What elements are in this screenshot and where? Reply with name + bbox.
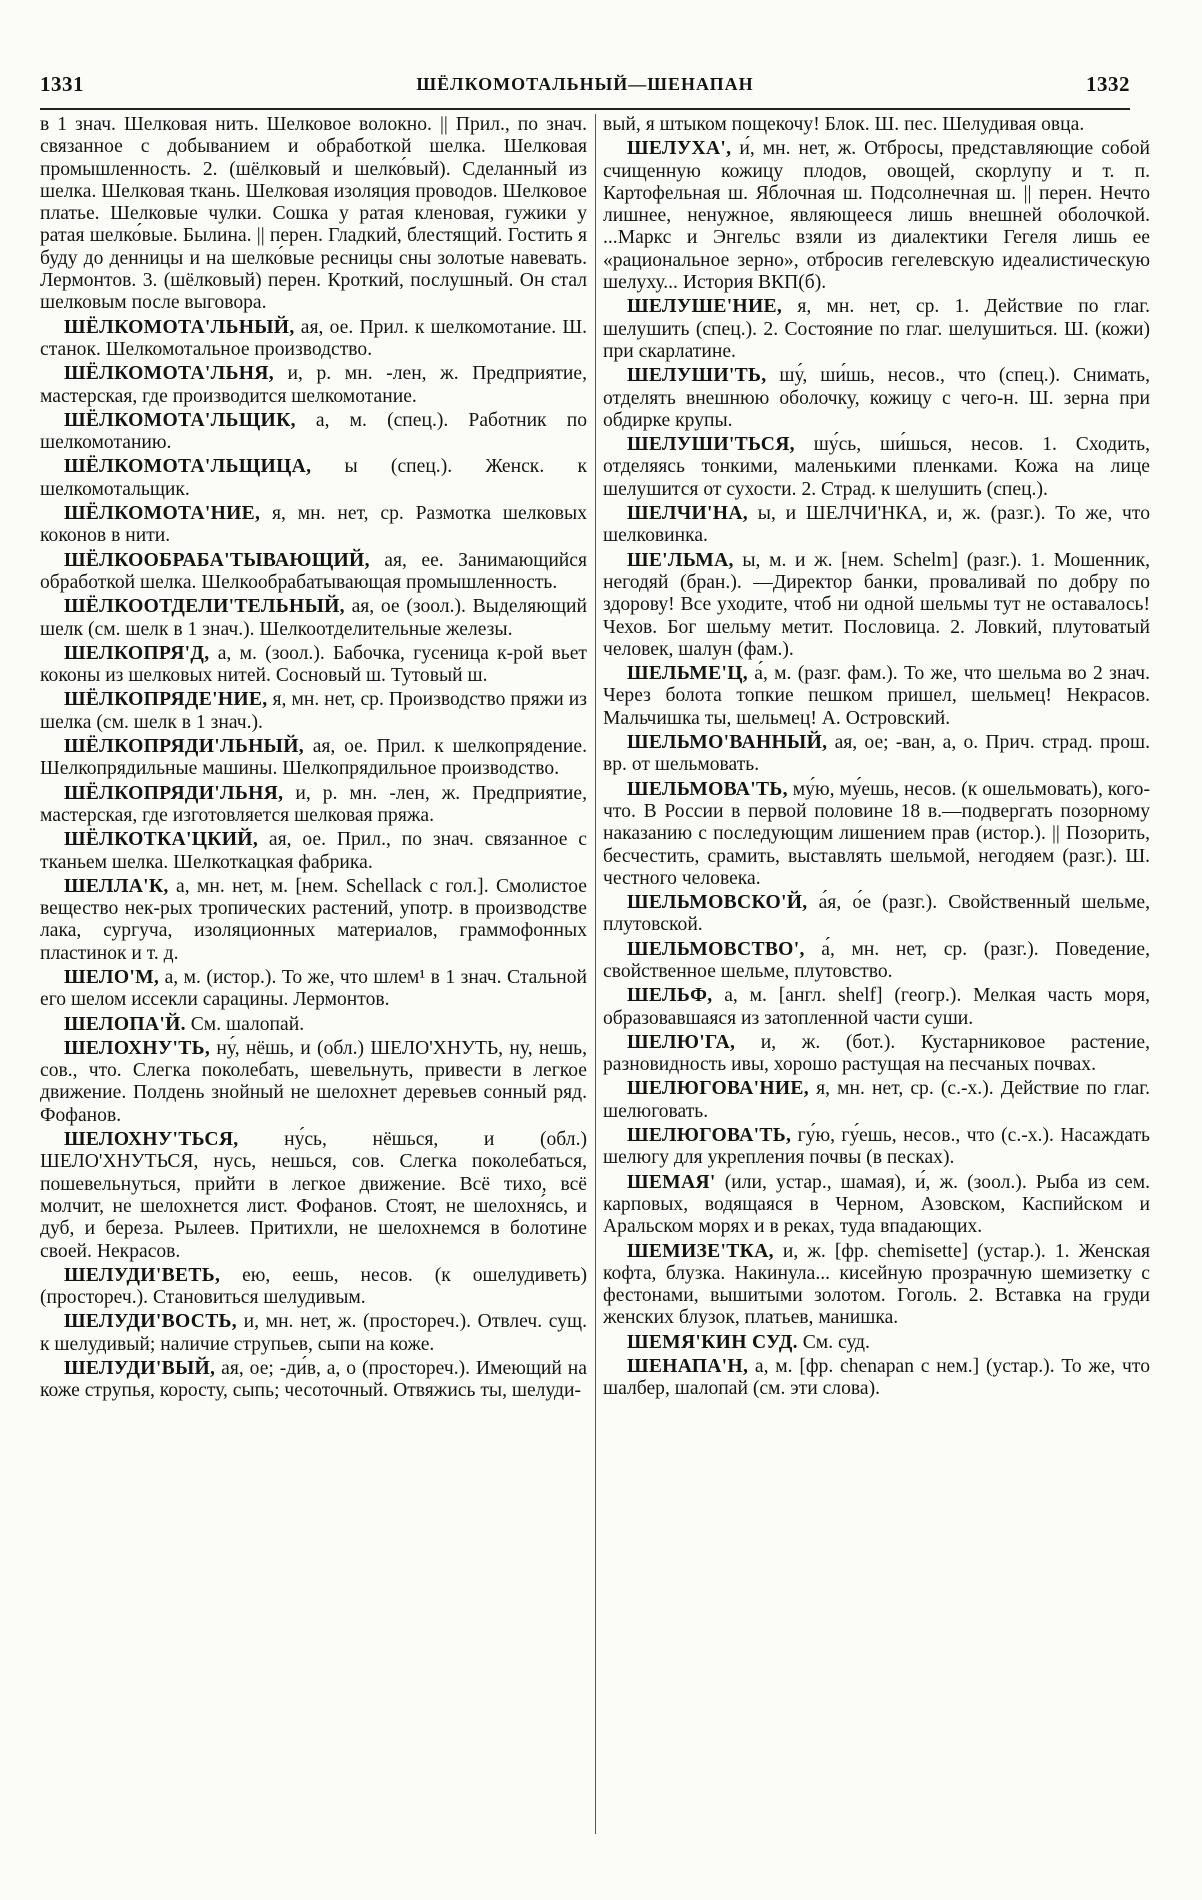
entry-headword: ШЁЛКОПРЯДИ'ЛЬНЯ, xyxy=(64,782,284,804)
entry-headword: ШЁЛКООБРАБА'ТЫВАЮЩИЙ, xyxy=(64,549,370,571)
dictionary-entry xyxy=(603,732,1150,777)
entry-definition: и, р. мн. -лен, ж. Предприятие, мастерская, где изготовляется шелковая пряжа. xyxy=(40,782,587,826)
dictionary-entry xyxy=(40,736,587,781)
page-number-left: 1331 xyxy=(40,72,84,96)
entry-definition: му́ю, му́ешь, несов. (к ошельмовать), кого-что. В России в первой половине 18 в.—подвергать позорному наказанию с последующим лишением прав (истор.). || Позорить, бесчестить, срамить, выставлять шельмой, негодяем (разг.). Ш. честного человека. xyxy=(603,778,1150,889)
entry-headword: ШЕЛОХНУ'ТЬСЯ, xyxy=(64,1129,239,1151)
entry-headword: ШЁЛКОМОТА'ЛЬЩИЦА, xyxy=(64,456,312,478)
entry-definition: ая, ое. Прил., по знач. связанное с тканьем шелка. Шелкоткацкая фабрика. xyxy=(40,829,587,873)
dictionary-entry xyxy=(603,114,1150,136)
entry-definition: вый, я штыком пощекочу! Блок. Ш. пес. Шелудивая овца. xyxy=(603,114,1085,135)
entry-definition: ы, и ШЕЛЧИ'НКА, и, ж. (разг.). То же, что шелковинка. xyxy=(603,503,1150,547)
entry-headword: ШЁЛКОМОТА'ЛЬНЯ, xyxy=(64,363,274,385)
entry-headword: ШЁЛКОТКА'ЦКИЙ, xyxy=(64,829,259,851)
dictionary-entry xyxy=(603,939,1150,984)
entry-definition: я, мн. нет, ср. 1. Действие по глаг. шелушить (спец.). 2. Состояние по глаг. шелушиться. Ш. (кожи) при скарлатине. xyxy=(603,296,1150,362)
entry-headword: ШЁЛКООТДЕЛИ'ТЕЛЬНЫЙ, xyxy=(64,596,345,618)
entry-headword: ШЁЛКОМОТА'ЛЬНЫЙ, xyxy=(64,316,295,338)
dictionary-entry xyxy=(603,1032,1150,1077)
entry-headword: ШЕЛЮГОВА'ТЬ, xyxy=(627,1125,792,1147)
entry-definition: и, мн. нет, ж. (простореч.). Отвлеч. сущ. к шелудивый; наличие струпьев, сыпи на коже. xyxy=(40,1311,587,1355)
entry-definition: и, ж. [фр. chemisette] (устар.). 1. Женская кофта, блузка. Накинула... кисейную прозрачную шемизетку с фестонами, вышитыми золотом. Гоголь. 2. Вставка на груди женских блузок, платьев, манишка. xyxy=(603,1240,1150,1329)
entry-definition: ну́, нёшь, и (обл.) ШЕЛО'ХНУТЬ, ну, нешь, сов., что. Слегка поколебать, шевельнуть, привести в легкое движение. Полдень знойный не шелохнет деревьев сонный ряд. Фофанов. xyxy=(40,1037,587,1126)
dictionary-entry xyxy=(40,967,587,1012)
entry-definition: ая, ое (зоол.). Выделяющий шелк (см. шелк в 1 знач.). Шелкоотделительные железы. xyxy=(40,596,587,640)
dictionary-entry xyxy=(603,365,1150,432)
entry-headword: ШЕЛУДИ'ВЫЙ, xyxy=(64,1358,216,1380)
entry-headword: ШЕЛУШИ'ТЬ, xyxy=(627,365,767,387)
entry-definition: ая, ое. Прил. к шелкомотание. Ш. станок. Шелкомотальное производство. xyxy=(40,316,587,360)
entry-definition: и, р. мн. -лен, ж. Предприятие, мастерская, где производится шелкомотание. xyxy=(40,363,587,407)
entry-headword: ШЕЛЮ'ГА, xyxy=(627,1031,736,1053)
dictionary-entry xyxy=(40,829,587,874)
entry-headword: ШЕЛЧИ'НА, xyxy=(627,503,748,525)
entry-definition: ну́сь, нёшься, и (обл.) ШЕЛО'ХНУТЬСЯ, нусь, нешься, сов. Слегка поколебаться, пошевельнуться, прийти в легкое движение. Всё тихо, всё молчит, не шелохнется лист. Фофанов. Стоят, не шелохня́сь, и дуб, и береза. Рылеев. Притихли, не шелохнемся в болотине своей. Некрасов. xyxy=(40,1129,587,1262)
entry-headword: ШЕЛЬМОВСТВО', xyxy=(627,938,805,960)
page-number-right: 1332 xyxy=(1086,72,1130,96)
dictionary-entry xyxy=(40,1014,587,1036)
left-column xyxy=(40,114,587,1874)
dictionary-entry xyxy=(603,138,1150,294)
dictionary-entry xyxy=(40,363,587,408)
dictionary-entry xyxy=(40,689,587,734)
entry-headword: ШЕЛО'М, xyxy=(64,966,160,988)
dictionary-entry xyxy=(603,1125,1150,1170)
dictionary-entry xyxy=(603,1332,1150,1354)
entry-headword: ШЕМАЯ' xyxy=(627,1171,716,1193)
dictionary-entry xyxy=(40,876,587,965)
entry-headword: ШЕЛУДИ'ВОСТЬ, xyxy=(64,1311,238,1333)
entry-headword: ШЕЛЬМЕ'Ц, xyxy=(627,663,748,685)
entry-definition: а́, м. (разг. фам.). То же, что шельма во 2 знач. Через болота топкие пешком пришел, шельмец! Некрасов. Мальчишка ты, шельмец! А. Островский. xyxy=(603,663,1150,729)
entry-definition: а, м. (зоол.). Бабочка, гусеница к-рой вьет коконы из шелковых нитей. Сосновый ш. Тутовый ш. xyxy=(40,642,587,687)
entry-definition: в 1 знач. Шелковая нить. Шелковое волокно. || Прил., по знач. связанное с добыванием и обработкой шелка. Шелковая промышленность. 2. (шёлковый и шелко́вый). Сделанный из шелка. Шелковая ткань. Шелковая изоляция проводов. Шелковое платье. Шелковые чулки. Сошка у ратая кленовая, гужики у ратая шелко́вые. Былина. || перен. Гладкий, блестящий. Гостить я буду до денницы и на шелко́вые ресницы сны золотые навевать. Лермонтов. 3. (шёлковый) перен. Кроткий, послушный. Он стал шелковым после выговора. xyxy=(40,114,587,314)
column-divider xyxy=(595,114,596,1834)
entry-headword: ШЕЛЬФ, xyxy=(627,985,713,1007)
entry-headword: ШЁЛКОМОТА'НИЕ, xyxy=(64,503,261,525)
entry-definition: ая, ое. Прил. к шелкопрядение. Шелкопрядильные машины. Шелкопрядильное производство. xyxy=(40,736,587,780)
dictionary-entry xyxy=(603,663,1150,730)
entry-headword: ШЕЛОХНУ'ТЬ, xyxy=(64,1037,211,1059)
entry-definition: См. шалопай. xyxy=(185,1013,305,1035)
entry-definition: а, м. [англ. shelf] (геогр.). Мелкая часть моря, образовавшаяся из затопленной части суши. xyxy=(603,985,1150,1029)
entry-headword: ШЕЛУХА', xyxy=(627,138,732,160)
dictionary-entry xyxy=(40,1311,587,1356)
entry-headword: ШЕЛЮГОВА'НИЕ, xyxy=(627,1078,809,1100)
entry-definition: я, мн. нет, ср. Производство пряжи из шелка (см. шелк в 1 знач.). xyxy=(40,689,587,733)
dictionary-entry xyxy=(40,410,587,455)
entry-definition: я, мн. нет, ср. Размотка шелковых коконов в нити. xyxy=(40,503,587,547)
dictionary-entry xyxy=(40,1358,587,1403)
entry-definition: я, мн. нет, ср. (с.-х.). Действие по глаг. шелюговать. xyxy=(603,1078,1150,1122)
dictionary-entry xyxy=(603,550,1150,661)
entry-headword: ШЕЛЬМО'ВАННЫЙ, xyxy=(627,732,828,754)
entry-definition: ая, ое; -ди́в, а, о (простореч.). Имеющий на коже струпья, коросту, сыпь; чесоточный. Отвяжись ты, шелуди- xyxy=(40,1358,587,1402)
dictionary-entry xyxy=(603,296,1150,363)
header-rule xyxy=(40,108,1130,110)
dictionary-entry xyxy=(603,985,1150,1030)
entry-definition: шу́, ши́шь, несов., что (спец.). Снимать, отделять внешнюю оболочку, кожицу с чего-н. Ш. зерна при обдирке крупы. xyxy=(603,365,1150,431)
entry-definition: гу́ю, гу́ешь, несов., что (с.-х.). Насаждать шелюгу для укрепления почвы (в песках). xyxy=(603,1125,1150,1169)
entry-headword: ШЕЛУДИ'ВЕТЬ, xyxy=(64,1264,221,1286)
entry-definition: а, мн. нет, м. [нем. Schellack с гол.]. Смолистое вещество нек-рых тропических растений, употр. в производстве лака, сургуча, изоляционных материалов, граммофонных пластинок и т. д. xyxy=(40,875,587,964)
entry-headword: ШЕМЯ'КИН СУД. xyxy=(627,1331,798,1353)
dictionary-entry xyxy=(40,643,587,688)
dictionary-entry xyxy=(603,1078,1150,1123)
entry-headword: ШЕМИЗЕ'ТКА, xyxy=(627,1240,774,1262)
entry-definition: (или, устар., шамая), и́, ж. (зоол.). Рыба из сем. карповых, водящаяся в Черном, Азовском, Каспийском и Аральском морях и в реках, туда впадающих. xyxy=(603,1171,1150,1238)
dictionary-entry xyxy=(40,1265,587,1310)
page-header xyxy=(40,72,1130,100)
entry-headword: ШЕЛУШИ'ТЬСЯ, xyxy=(627,434,795,456)
entry-definition: а́я, о́е (разг.). Свойственный шельме, плутовской. xyxy=(603,892,1150,936)
entry-definition: ы, м. и ж. [нем. Schelm] (разг.). 1. Мошенник, негодяй (бран.). —Директор банки, проваливай по добру по здорову! Все уходите, чтоб ни одной шельмы тут не оставалось! Чехов. Бог шельму метит. Пословица. 2. Ловкий, плутоватый человек, шалун (фам.). xyxy=(603,549,1150,660)
entry-definition: а́, мн. нет, ср. (разг.). Поведение, свойственное шельме, плутовство. xyxy=(603,938,1150,982)
entry-definition: ы (спец.). Женск. к шелкомотальщик. xyxy=(40,456,587,500)
dictionary-entry xyxy=(40,596,587,641)
dictionary-entry xyxy=(603,779,1150,890)
entry-headword: ШЁЛКОМОТА'ЛЬЩИК, xyxy=(64,409,296,431)
entry-headword: ШЕЛЛА'К, xyxy=(64,875,169,897)
dictionary-entry xyxy=(40,783,587,828)
entry-headword: ШЕЛУШЕ'НИЕ, xyxy=(627,296,783,318)
entry-definition: а, м. (истор.). То же, что шлем¹ в 1 знач. Стальной его шелом иссекли сарацины. Лермонтов. xyxy=(40,966,587,1011)
entry-headword: ШЕЛКОПРЯ'Д, xyxy=(64,642,210,664)
dictionary-entry xyxy=(603,1356,1150,1401)
entry-definition: См. суд. xyxy=(797,1331,870,1353)
dictionary-entry xyxy=(603,503,1150,548)
right-column xyxy=(603,114,1150,1874)
entry-headword: ШЕНАПА'Н, xyxy=(627,1356,749,1378)
dictionary-entry xyxy=(40,114,587,315)
entry-definition: ею, еешь, несов. (к ошелудиветь) (простореч.). Становиться шелудивым. xyxy=(40,1264,587,1309)
dictionary-entry xyxy=(603,1172,1150,1239)
dictionary-entry xyxy=(40,456,587,501)
entry-definition: шу́сь, ши́шься, несов. 1. Сходить, отделяясь тонкими, маленькими пленками. Кожа на лице шелушится от сухости. 2. Страд. к шелушить (спец.). xyxy=(603,434,1150,500)
dictionary-entry xyxy=(603,1241,1150,1330)
entry-definition: ая, ое; -ван, а, о. Прич. страд. прош. вр. от шельмовать. xyxy=(603,732,1150,776)
entry-headword: ШЕЛЬМОВСКО'Й, xyxy=(627,892,808,914)
entry-headword: ШЕ'ЛЬМА, xyxy=(627,549,734,571)
dictionary-entry xyxy=(40,503,587,548)
entry-headword: ШЕЛОПА'Й. xyxy=(64,1013,186,1035)
dictionary-entry xyxy=(40,1129,587,1263)
dictionary-entry xyxy=(40,1038,587,1127)
entry-definition: ая, ее. Занимающийся обработкой шелка. Шелкообрабатывающая промышленность. xyxy=(40,549,587,593)
entry-definition: а, м. (спец.). Работник по шелкомотанию. xyxy=(40,409,587,454)
entry-headword: ШЁЛКОПРЯДЕ'НИЕ, xyxy=(64,689,268,711)
entry-definition: и́, мн. нет, ж. Отбросы, представляющие собой счищенную кожицу плодов, овощей, скорлупу и т. п. Картофельная ш. Яблочная ш. Подсолнечная ш. || перен. Нечто лишнее, ненужное, являющееся лишь внешней оболочкой. ...Маркс и Энгельс взяли из диалектики Гегеля лишь ее «рациональное зерно», отбросив гегелевскую идеалистическую шелуху... История ВКП(б). xyxy=(603,138,1150,294)
dictionary-entry xyxy=(603,434,1150,501)
dictionary-entry xyxy=(40,317,587,362)
entry-definition: а, м. [фр. chenapan с нем.] (устар.). То же, что шалбер, шалопай (см. эти слова). xyxy=(603,1356,1150,1400)
dictionary-entry xyxy=(603,892,1150,937)
dictionary-entry xyxy=(40,550,587,595)
entry-headword: ШЁЛКОПРЯДИ'ЛЬНЫЙ, xyxy=(64,736,304,758)
entry-headword: ШЕЛЬМОВА'ТЬ, xyxy=(627,778,788,800)
running-title: ШЁЛКОМОТАЛЬНЫЙ—ШЕНАПАН xyxy=(416,74,754,94)
entry-definition: и, ж. (бот.). Кустарниковое растение, разновидность ивы, хорошо растущая на песчаных почвах. xyxy=(603,1031,1150,1076)
